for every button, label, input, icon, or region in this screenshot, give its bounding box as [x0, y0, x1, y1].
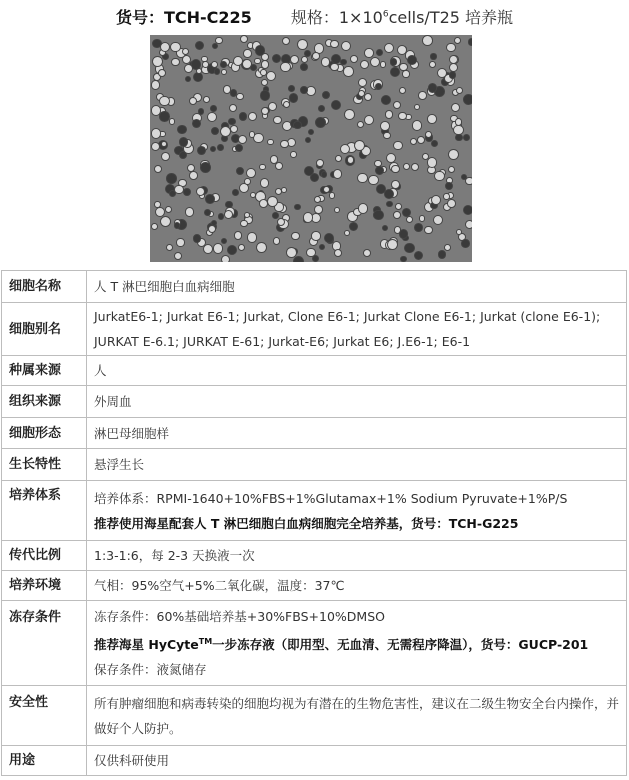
cell-dot: [182, 48, 189, 55]
cell-dot: [293, 256, 304, 262]
cell-dot: [358, 203, 369, 214]
cell-dot: [223, 85, 231, 93]
cell-dot: [152, 56, 163, 67]
cell-dot: [203, 96, 210, 103]
cell-dot: [179, 137, 188, 146]
cell-dot: [323, 186, 330, 193]
row-label: 组织来源: [2, 386, 87, 418]
cell-dot: [169, 118, 175, 124]
cell-dot: [240, 35, 248, 43]
cell-dot: [384, 189, 394, 199]
cell-dot: [380, 61, 386, 67]
cell-dot: [239, 112, 248, 121]
row-label: 细胞形态: [2, 418, 87, 449]
row-label: 细胞别名: [2, 303, 87, 356]
cell-dot: [431, 140, 438, 147]
cell-dot: [297, 39, 308, 50]
cell-dot: [340, 144, 350, 154]
cell-dot: [300, 63, 308, 71]
cell-dot: [391, 165, 400, 174]
cell-dot: [234, 231, 243, 240]
cell-dot: [174, 185, 183, 194]
cell-dot: [291, 232, 300, 241]
row-value: 外周血: [87, 386, 627, 418]
product-header: [0, 4, 629, 29]
cell-dot: [364, 93, 372, 101]
cell-dot: [247, 232, 258, 243]
table-row: [2, 303, 627, 356]
cell-dot: [465, 220, 472, 229]
cell-dot: [316, 159, 324, 167]
cell-dot: [422, 35, 433, 46]
cell-dot: [382, 225, 389, 232]
cell-dot: [324, 233, 334, 243]
cell-dot: [151, 128, 162, 139]
cell-dot: [403, 163, 410, 170]
cell-dot: [335, 155, 342, 162]
cell-dot: [417, 136, 425, 144]
cell-dot: [151, 223, 158, 230]
cell-dot: [437, 68, 447, 78]
cell-dot: [205, 194, 215, 204]
cell-dot: [360, 60, 369, 69]
cell-dot: [375, 83, 382, 90]
cell-dot: [448, 149, 459, 160]
cell-dot: [430, 53, 436, 59]
cell-dot: [395, 203, 402, 210]
cell-dot: [340, 59, 347, 66]
cell-dot: [192, 119, 201, 128]
cell-dot: [236, 167, 244, 175]
cell-dot: [363, 249, 371, 257]
cell-dot: [445, 182, 453, 190]
cell-dot: [384, 43, 394, 53]
cell-dot: [275, 188, 282, 195]
cell-dot: [304, 50, 311, 57]
cell-dot: [184, 64, 193, 73]
cell-dot: [160, 42, 170, 52]
recommended-freeze-medium: [94, 629, 619, 657]
cell-dot: [273, 116, 281, 124]
cell-dot: [281, 187, 287, 193]
cell-dot: [322, 91, 330, 99]
cell-dot: [343, 66, 353, 76]
cell-dot: [224, 210, 233, 219]
cell-dot: [334, 207, 340, 213]
cell-dot: [158, 69, 167, 78]
cell-dot: [217, 144, 224, 151]
cell-dot: [429, 61, 436, 68]
cell-dot: [431, 195, 441, 205]
cell-dot: [300, 86, 308, 94]
cell-dot: [246, 168, 256, 178]
cell-dot: [236, 93, 243, 100]
table-row: [2, 541, 627, 571]
cell-dot: [260, 69, 266, 75]
cell-dot: [220, 61, 227, 68]
product-info-table: [1, 270, 627, 776]
cell-dot: [238, 244, 245, 251]
cell-dot: [282, 37, 290, 45]
cell-dot: [211, 127, 219, 135]
cell-dot: [261, 60, 269, 68]
cell-dot: [380, 121, 390, 131]
row-label: 生长特性: [2, 449, 87, 481]
cell-dot: [266, 71, 276, 81]
trademark: TM: [198, 636, 213, 646]
cell-dot: [293, 121, 301, 129]
cell-dot: [456, 87, 463, 94]
table-row: [2, 271, 627, 303]
cell-dot: [289, 93, 299, 103]
table-row: [2, 686, 627, 746]
cell-dot: [383, 132, 391, 140]
cell-dot: [446, 43, 456, 53]
cell-dot: [220, 126, 231, 137]
cell-dot: [259, 164, 265, 170]
cell-dot: [272, 54, 281, 63]
table-row: [2, 449, 627, 481]
cell-dot: [414, 223, 423, 232]
cell-dot: [196, 187, 205, 196]
cell-dot: [268, 102, 277, 111]
cell-dot: [448, 166, 455, 173]
cell-dot: [166, 244, 173, 251]
cell-dot: [393, 141, 402, 150]
cell-dot: [386, 201, 392, 207]
cell-dot: [290, 151, 297, 158]
cell-dot: [230, 125, 238, 133]
cell-dot: [260, 90, 270, 100]
cell-dot: [308, 129, 315, 136]
cell-dot: [283, 101, 290, 108]
row-value: 1:3-1:6，每 2-3 天换液一次: [87, 541, 627, 571]
cell-dot: [221, 255, 230, 262]
cell-dot: [165, 206, 172, 213]
cell-dot: [329, 192, 335, 198]
row-value: [87, 601, 627, 686]
cell-dot: [256, 242, 267, 253]
cell-dot: [463, 94, 472, 105]
cell-dot: [189, 171, 198, 180]
cell-dot: [428, 83, 437, 92]
row-label: 冻存条件: [2, 601, 87, 686]
cell-dot: [318, 105, 325, 112]
cell-dot: [319, 244, 326, 251]
cell-dot: [364, 48, 374, 58]
row-value: 人 T 淋巴细胞白血病细胞: [87, 271, 627, 303]
table-row: [2, 386, 627, 418]
cell-dot: [449, 63, 458, 72]
cell-dot: [434, 171, 445, 182]
cell-dot: [461, 239, 469, 247]
cell-dot: [447, 199, 456, 208]
cell-dot: [212, 43, 218, 49]
cell-dot: [174, 222, 180, 228]
cell-dot: [210, 105, 217, 112]
cell-dot: [427, 157, 438, 168]
cell-dot: [227, 245, 237, 255]
cell-dot: [177, 125, 186, 134]
cell-dot: [170, 42, 181, 53]
cell-dot: [280, 62, 290, 72]
cell-dot: [218, 213, 224, 219]
cell-dot: [358, 90, 365, 97]
cell-dot: [391, 180, 400, 189]
cell-dot: [267, 139, 273, 145]
cell-dot: [185, 207, 195, 217]
product-spec: [291, 8, 513, 27]
cell-dot: [368, 175, 378, 185]
cell-dot: [185, 76, 191, 82]
row-value: 人: [87, 356, 627, 386]
spec-prefix: 规格：1×10: [290, 8, 383, 28]
cell-dot: [411, 163, 419, 171]
cell-dot: [151, 80, 160, 89]
cell-dot: [235, 144, 244, 153]
cell-dot: [312, 52, 320, 60]
cell-dot: [410, 138, 418, 146]
row-value: JurkatE6-1; Jurkat E6-1; Jurkat, Clone E6-1; Jurkat Clone E6-1; Jurkat (clone E6-1); JURKAT E-6.1; JURKAT E-61; Jurkat-E6; Jurkat E6; J.E6-1; E6-1: [87, 303, 627, 356]
product-code: 货号：TCH-C225: [115, 8, 252, 28]
cell-dot: [455, 134, 462, 141]
row-label: 用途: [2, 746, 87, 776]
cell-dot: [399, 87, 406, 94]
cell-dot: [197, 146, 206, 155]
cell-dot: [358, 78, 367, 87]
cell-dot: [330, 40, 339, 49]
cell-dot: [350, 55, 358, 63]
cell-dot: [418, 91, 427, 100]
row-value: 仅供科研使用: [87, 746, 627, 776]
row-label: 细胞名称: [2, 271, 87, 303]
spec-exponent: 6: [382, 10, 389, 20]
cell-dot: [203, 244, 213, 254]
cell-dot: [306, 86, 316, 96]
freeze-medium-brand: 推荐海星 HyCyte: [94, 637, 199, 653]
cell-dot: [344, 230, 350, 236]
cell-dot: [414, 251, 424, 261]
cell-dot: [315, 117, 326, 128]
cell-dot: [189, 97, 197, 105]
cell-dot: [376, 49, 383, 56]
table-row: [2, 418, 627, 449]
cell-dot: [370, 57, 380, 67]
cell-dot: [244, 178, 251, 185]
cell-dot: [427, 114, 437, 124]
cell-dot: [357, 121, 364, 128]
cell-dot: [305, 137, 311, 143]
cell-dot: [373, 210, 384, 221]
culture-system: 培养体系：RPMI-1640+10%FBS+1%Glutamax+1% Sodium Pyruvate+1%P/S: [94, 490, 568, 506]
cell-dot: [357, 173, 368, 184]
cell-dot: [381, 95, 391, 105]
cell-dot: [311, 231, 320, 240]
cell-dot: [468, 38, 472, 45]
cell-dot: [273, 237, 281, 245]
cell-dot: [272, 212, 279, 219]
freeze-condition: 冻存条件：60%基础培养基+30%FBS+10%DMSO: [94, 608, 385, 624]
row-label: 种属来源: [2, 356, 87, 386]
cell-dot: [400, 256, 406, 262]
cell-dot: [398, 112, 406, 120]
cell-dot: [198, 108, 205, 115]
cell-dot: [314, 196, 322, 204]
cell-dot: [376, 184, 386, 194]
cell-dot: [393, 211, 401, 219]
cell-dot: [412, 120, 422, 130]
cell-dot: [214, 68, 220, 74]
row-value: [87, 481, 627, 541]
table-row: [2, 746, 627, 776]
cell-dot: [261, 107, 269, 115]
recommended-medium: 推荐使用海星配套人 T 淋巴细胞白血病细胞完全培养基，货号：TCH-G225: [94, 515, 519, 531]
cell-dot: [183, 188, 191, 196]
cell-dot: [341, 41, 351, 51]
cell-dot: [161, 152, 170, 161]
cell-dot: [331, 100, 341, 110]
cell-dot: [202, 61, 209, 68]
cell-dot: [232, 189, 239, 196]
row-label: 安全性: [2, 686, 87, 746]
cell-dot: [238, 135, 247, 144]
cell-dot: [204, 209, 211, 216]
table-row: [2, 571, 627, 601]
cell-dot: [344, 109, 355, 120]
row-label: 培养环境: [2, 571, 87, 601]
cell-dot: [240, 220, 248, 228]
cell-dot: [176, 238, 184, 246]
cell-dot: [321, 171, 327, 177]
cell-dot: [375, 166, 384, 175]
cell-micrograph: [150, 35, 472, 262]
cell-dot: [208, 225, 216, 233]
cell-dot: [424, 226, 433, 235]
table-row: [2, 601, 627, 686]
storage-condition: 保存条件：液氮储存: [94, 662, 207, 678]
cell-dot: [228, 118, 235, 125]
freeze-medium-desc: 一步冻存液（即用型、无血清、无需程序降温），货号：GUCP-201: [212, 637, 589, 653]
cell-dot: [260, 178, 270, 188]
cell-dot: [154, 165, 162, 173]
cell-dot: [174, 252, 182, 260]
cell-dot: [171, 58, 179, 66]
cell-dot: [200, 162, 211, 173]
cell-dot: [288, 85, 295, 92]
cell-dot: [159, 96, 169, 106]
cell-dot: [166, 173, 177, 184]
row-value: 所有肿瘤细胞和病毒转染的细胞均视为有潜在的生物危害性，建议在二级生物安全台内操作，并做好个人防护。: [87, 686, 627, 746]
cell-dot: [254, 58, 261, 65]
cell-dot: [349, 222, 358, 231]
cell-dot: [249, 131, 256, 138]
cell-dot: [334, 249, 342, 257]
cell-dot: [207, 112, 217, 122]
cell-dot: [195, 41, 204, 50]
row-value: 淋巴母细胞样: [87, 418, 627, 449]
cell-dot: [454, 37, 461, 44]
cell-dot: [210, 146, 216, 152]
cell-dot: [444, 244, 451, 251]
cell-dot: [248, 112, 258, 122]
cell-dot: [160, 216, 171, 227]
row-value: 悬浮生长: [87, 449, 627, 481]
cell-dot: [385, 110, 393, 118]
cell-dot: [399, 229, 408, 238]
cell-dot: [387, 239, 398, 250]
cell-dot: [364, 115, 374, 125]
cell-dot: [312, 255, 319, 262]
table-row: [2, 356, 627, 386]
cell-dot: [461, 174, 467, 180]
cell-dot: [259, 199, 268, 208]
row-value: 气相：95%空气+5%二氧化碳，温度：37℃: [87, 571, 627, 601]
cell-dot: [294, 204, 301, 211]
cell-dot: [229, 104, 237, 112]
cell-dot: [390, 58, 397, 65]
cell-dot: [407, 55, 417, 65]
spec-suffix: cells/T25 培养瓶: [388, 8, 514, 28]
cell-dot: [404, 243, 415, 254]
cell-dot: [333, 169, 342, 178]
cell-dot: [275, 162, 283, 170]
cell-dot: [159, 111, 170, 122]
cell-dot: [267, 196, 278, 207]
cell-dot: [280, 140, 288, 148]
row-label: 传代比例: [2, 541, 87, 571]
cell-dot: [451, 103, 460, 112]
cell-dot: [463, 134, 470, 141]
cell-dot: [449, 71, 456, 78]
cell-dot: [193, 234, 202, 243]
table-row: [2, 481, 627, 541]
cell-dot: [221, 238, 227, 244]
cell-dot: [402, 70, 409, 77]
cell-dot: [213, 243, 224, 254]
cell-dot: [438, 250, 447, 259]
cell-dot: [393, 101, 402, 110]
cell-dot: [221, 69, 227, 75]
row-label: 培养体系: [2, 481, 87, 541]
cell-dot: [321, 57, 331, 67]
cell-dot: [463, 205, 472, 215]
cell-dot: [277, 218, 285, 226]
cell-dot: [243, 49, 251, 57]
cell-dot: [419, 215, 426, 222]
cell-dot: [433, 215, 443, 225]
cell-dot: [414, 104, 420, 110]
cell-dot: [211, 61, 219, 69]
cell-dot: [151, 142, 160, 151]
